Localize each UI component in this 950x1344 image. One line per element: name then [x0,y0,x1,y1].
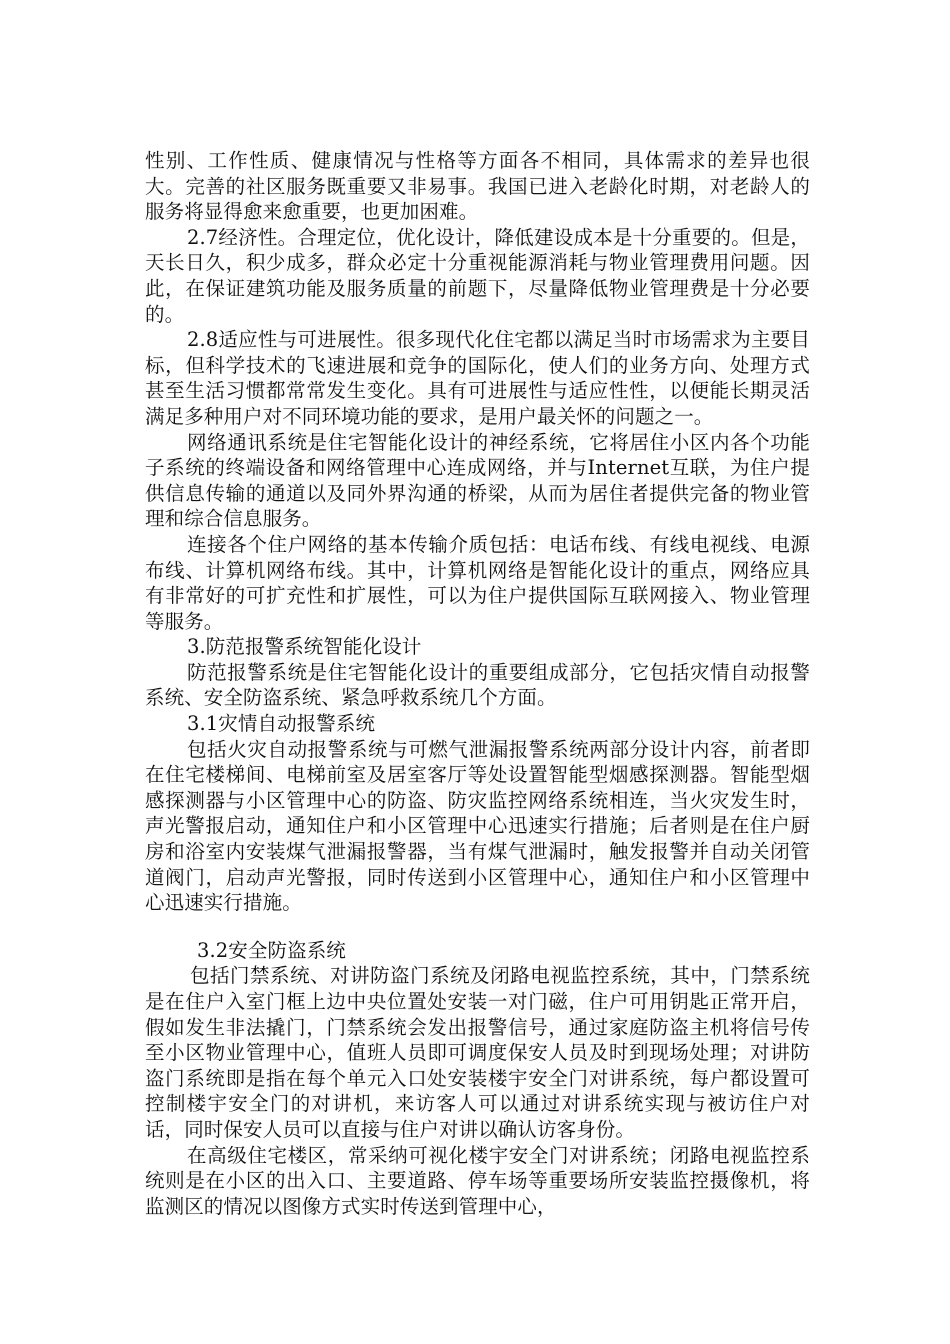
paragraph-network-communication: 网络通讯系统是住宅智能化设计的神经系统，它将居住小区内各个功能子系统的终端设备和网络管理中心连成网络，并与Internet互联，为住户提供信息传输的通道以及同外界沟通的桥梁，从而为居住者提供完备的物业管理和综合信息服务。 [145,430,810,531]
paragraph-spacer [145,916,810,938]
paragraph-cctv-monitoring: 在高级住宅楼区，常采纳可视化楼宇安全门对讲系统；闭路电视监控系统则是在小区的出入口、主要道路、停车场等重要场所安装监控摄像机，将监测区的情况以图像方式实时传送到管理中心， [145,1143,810,1218]
paragraph-disaster-alarm: 包括火灾自动报警系统与可燃气泄漏报警系统两部分设计内容，前者即在住宅楼梯间、电梯前室及居室客厅等处设置智能型烟感探测器。智能型烟感探测器与小区管理中心的防盗、防灾监控网络系统相连，当火灾发生时，声光警报启动，通知住户和小区管理中心迅速实行措施；后者则是在住户厨房和浴室内安装煤气泄漏报警器，当有煤气泄漏时，触发报警并自动关闭管道阀门，启动声光警报，同时传送到小区管理中心，通知住户和小区管理中心迅速实行措施。 [145,737,810,915]
paragraph-security-system: 包括门禁系统、对讲防盗门系统及闭路电视监控系统，其中，门禁系统是在住户入室门框上边中央位置处安装一对门磁，住户可用钥匙正常开启，假如发生非法撬门，门禁系统会发出报警信号，通过家庭防盗主机将信号传至小区物业管理中心，值班人员即可调度保安人员及时到现场处理；对讲防盗门系统即是指在每个单元入口处安装楼宇安全门对讲系统，每户都设置可控制楼宇安全门的对讲机，来访客人可以通过对讲系统实现与被访住户对话，同时保安人员可以直接与住户对讲以确认访客身份。 [145,964,810,1141]
paragraph-2-7-economy: 2.7经济性。合理定位，优化设计，降低建设成本是十分重要的。但是，天长日久，积少成多，群众必定十分重视能源消耗与物业管理费用问题。因此，在保证建筑功能及服务质量的前题下，尽量降低物业管理费是十分必要的。 [145,225,810,326]
section-heading-3-2: 3.2安全防盗系统 [197,938,346,962]
document-page [145,148,810,1219]
paragraph-2-8-adaptability: 2.8适应性与可进展性。很多现代化住宅都以满足当时市场需求为主要目标，但科学技术的飞速进展和竞争的国际化，使人们的业务方向、处理方式甚至生活习惯都常常发生变化。具有可进展性与适应性性，以便能长期灵活满足多种用户对不同环境功能的要求，是用户最关怀的问题之一。 [145,328,810,428]
section-heading-3-1: 3.1灾情自动报警系统 [187,712,376,736]
paragraph-transmission-media: 连接各个住户网络的基本传输介质包括：电话布线、有线电视线、电源布线、计算机网络布线。其中，计算机网络是智能化设计的重点，网络应具有非常好的可扩充性和扩展性，可以为住户提供国际互联网接入、物业管理等服务。 [145,532,810,633]
paragraph-alarm-system-overview: 防范报警系统是住宅智能化设计的重要组成部分，它包括灾情自动报警系统、安全防盗系统、紧急呼救系统几个方面。 [145,660,810,710]
section-heading-3: 3.防范报警系统智能化设计 [187,635,422,659]
paragraph-continuation: 性别、工作性质、健康情况与性格等方面各不相同，具体需求的差异也很大。完善的社区服务既重要又非易事。我国已进入老龄化时期，对老龄人的服务将显得愈来愈重要，也更加困难。 [145,149,810,224]
